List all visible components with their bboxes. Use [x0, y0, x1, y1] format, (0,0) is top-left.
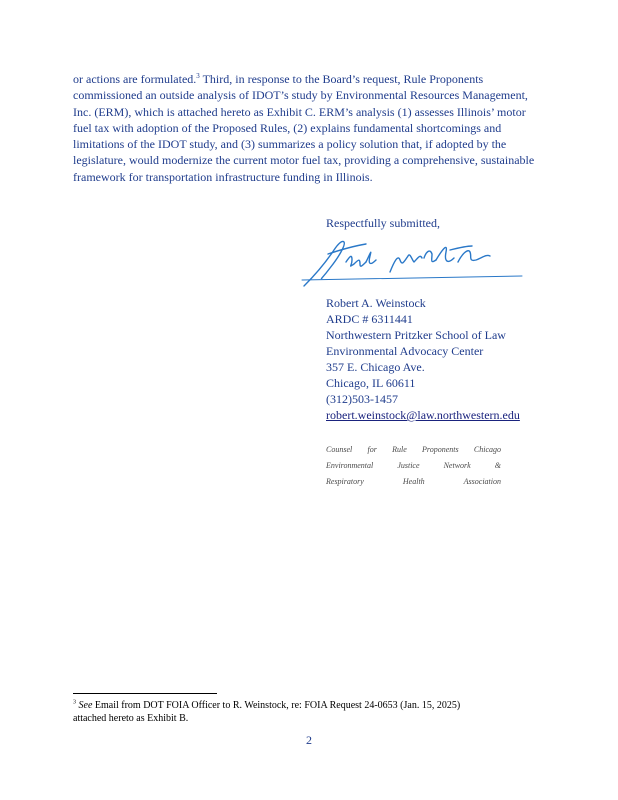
email-link[interactable]: robert.weinstock@law.northwestern.edu [326, 408, 520, 422]
handwritten-signature [300, 232, 525, 290]
attorney-name: Robert A. Weinstock [326, 296, 426, 310]
body-line [73, 71, 603, 87]
footnote-mark: 3 [73, 699, 76, 706]
counsel-line: Environmental Justice Network & [326, 461, 501, 470]
page-number: 2 [306, 733, 312, 747]
footnote-signal: See [78, 700, 93, 711]
footnote-line: attached hereto as Exhibit B. [73, 713, 189, 724]
body-line-text: Third, in response to the Board’s request, Rule Proponents [202, 72, 484, 86]
street-address: 357 E. Chicago Ave. [326, 360, 425, 374]
footnote [73, 699, 553, 725]
footnote-text: Email from DOT FOIA Officer to R. Weinstock, re: FOIA Request 24-0653 (Jan. 15, 2025) [94, 700, 461, 711]
organization-line: Northwestern Pritzker School of Law [326, 328, 506, 342]
footnote-reference: 3 [196, 72, 200, 80]
body-line: framework for transportation infrastructure funding in Illinois. [73, 169, 373, 184]
signature-block [326, 295, 520, 423]
body-line: commissioned an outside analysis of IDOT’s study by Environmental Resources Management, [73, 88, 528, 103]
phone-number: (312)503-1457 [326, 392, 398, 406]
body-line-text: or actions are formulated. [73, 72, 197, 86]
body-line: limitations of the IDOT study, and (3) summarizes a policy solution that, if adopted by the [73, 137, 507, 152]
city-state-zip: Chicago, IL 60611 [326, 376, 416, 390]
footnote-line [73, 699, 553, 712]
organization-line: Environmental Advocacy Center [326, 344, 484, 358]
counsel-designation [326, 442, 501, 490]
counsel-line: Respiratory Health Association [326, 477, 501, 486]
body-line: Inc. (ERM), which is attached hereto as Exhibit C. ERM’s analysis (1) assesses Illinois’ motor [73, 104, 526, 119]
body-paragraph [73, 71, 603, 185]
counsel-line: Counsel for Rule Proponents Chicago [326, 445, 501, 454]
body-line: fuel tax with adoption of the Proposed Rules, (2) explains fundamental shortcomings and [73, 120, 502, 135]
ardc-number: ARDC # 6311441 [326, 312, 413, 326]
footnote-divider [73, 693, 217, 694]
body-line: legislature, would modernize the current motor fuel tax, providing a comprehensive, sustainable [73, 153, 535, 168]
closing-salutation: Respectfully submitted, [326, 216, 440, 230]
